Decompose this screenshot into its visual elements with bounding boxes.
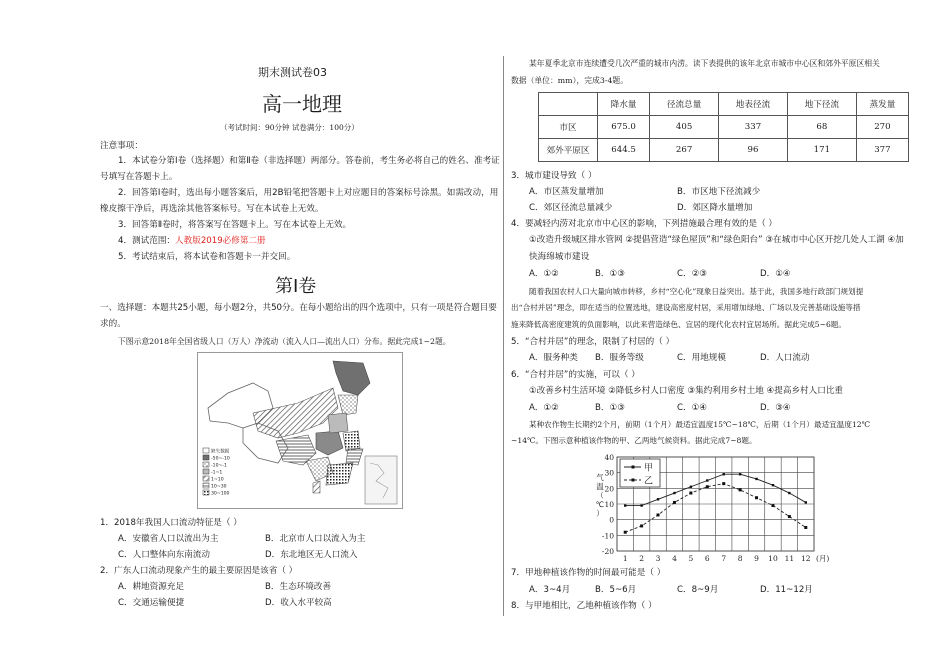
table-header-cell: 降水量 [598,93,650,116]
china-population-flow-map [197,352,403,509]
table-cell: 171 [787,139,856,162]
x-tick-label: 1 [622,554,628,563]
data-point [690,486,692,488]
question-7-option-a: A．3~4月 [529,585,571,595]
data-point [657,498,659,500]
question-2-stem: 2．广东人口流动现象产生的最主要原因是该省（ ） [100,566,298,576]
question-3-stem: 3．城市建设导致（ ） [511,171,597,181]
data-point [788,515,791,518]
question-4-option-d: D．①④ [760,269,791,279]
svg-text:-10~-1: -10~-1 [211,463,227,469]
map-intro: 下图示意2018年全国省级人口（万人）净流动（流入人口—流出人口）分布。据此完成1~2题。 [118,337,451,346]
data-point [723,473,725,475]
question-7-option-c: C．8~9月 [677,585,719,595]
data-point [706,485,709,488]
table-header-cell: 径流总量 [650,93,719,116]
y-axis-label: 温 [596,482,604,491]
y-tick-label: -20 [601,547,614,556]
notice-item-1-cont: 号填写在答题卡上。 [100,172,178,182]
notice-item-2-cont: 橡皮擦干净后，再选涂其他答案标号。写在本试卷上无效。 [100,204,324,214]
y-tick-label: 40 [604,453,614,462]
question-3-option-b: B．市区地下径流减少 [677,187,761,197]
y-tick-label: 10 [604,500,614,509]
question-1-option-d: D．东北地区无人口流入 [265,550,358,560]
question-3-option-c: C．郊区径流总量减少 [529,203,613,213]
exam-info: （考试时间：90分钟 试卷满分：100分） [220,123,359,132]
data-point [739,473,741,475]
table-row [539,139,909,162]
table-cell: 405 [650,116,719,139]
y-tick-label: -10 [601,531,614,541]
question-5-option-d: D．人口流动 [760,353,810,363]
question-1-option-c: C．人口整体向东南流动 [118,550,210,560]
question-3-option-a: A．市区蒸发量增加 [529,187,604,197]
x-tick-label: 9 [754,554,759,563]
table-cell: 68 [787,116,856,139]
question-3-option-d: D．郊区降水量增加 [677,203,753,213]
svg-text:缺失数据: 缺失数据 [211,449,230,455]
svg-text:10~30: 10~30 [211,484,227,490]
table-cell: 377 [856,139,908,162]
data-point [739,488,742,491]
temperature-line-chart [592,450,832,572]
question-6-stem: 6．“合村并居”的实施，可以（ ） [511,370,640,380]
rainfall-data-table [538,92,909,162]
subject-title: 高一地理 [262,92,342,116]
table-cell: 96 [719,139,788,162]
notice-item-4-label: 4．测试范围： [118,236,176,246]
passage-78: 某种农作物生长期约2个月，前期（1个月）最适宜温度15℃~18℃，后期（1个月）最适宜温度12℃ [529,420,871,429]
question-2-option-c: C．交通运输便捷 [118,598,185,608]
data-point [673,492,675,494]
table-cell: 675.0 [598,116,650,139]
column-divider [503,56,504,616]
x-tick-label: 2 [639,554,645,563]
table-cell: 270 [856,116,908,139]
passage-34-intro: 某年夏季北京市连续遭受几次严重的城市内涝。读下表提供的该年北京市城市中心区和郊外平原区相关 [529,59,880,68]
question-7-option-d: D．11~12月 [760,585,813,595]
data-point [788,492,790,494]
y-axis-label: ） [596,509,604,518]
passage-78-cont: ~14℃。下图示意种植该作物的甲、乙两地气候资料。据此完成7~8题。 [511,436,757,445]
question-7-option-b: B．5~6月 [595,585,637,595]
passage-56-cont-1: 出“合村并居”理念，即在适当的位置选地，建设高密度村居，采用增加绿地、广场以及完善基础设施等措 [511,303,861,312]
x-tick-label: 12 [801,554,811,563]
map-graphic [198,353,402,508]
question-6-option-c: C．①④ [677,403,708,413]
question-5-option-b: B．服务等级 [595,353,644,363]
x-tick-label: 7 [721,554,727,563]
question-6-option-a: A．①② [529,403,559,413]
y-axis-label: 气 [596,473,604,482]
svg-text:-1~1: -1~1 [211,470,223,476]
legend-label: 甲 [644,463,654,474]
question-6-option-d: D．③④ [760,403,791,413]
svg-text:1~10: 1~10 [211,477,224,483]
table-cell: 644.5 [598,139,650,162]
question-2-option-d: D．收入水平较高 [265,598,332,608]
question-8-stem: 8．与甲地相比，乙地种植该作物（ ） [511,601,657,611]
passage-56-cont-2: 施来降低高密度建筑的负面影响，以此来营造绿色、宜居的现代化农村宜居场所。据此完成5~6题。 [511,320,846,329]
chart-legend [620,459,660,487]
table-cell: 267 [650,139,719,162]
table-header-cell: 地表径流 [719,93,788,116]
table-header-cell: 蒸发量 [856,93,908,116]
legend-label: 乙 [644,476,654,487]
y-tick-label: 20 [604,484,614,494]
question-6-statements: ①改善乡村生活环境 ②降低乡村人口密度 ③集约利用乡村土地 ④提高乡村人口比重 [529,386,844,396]
question-1-option-b: B．北京市人口以流入为主 [265,534,366,544]
data-point [722,482,725,485]
notice-item-2: 2．回答第Ⅰ卷时，选出每小题答案后，用2B铅笔把答题卡上对应题目的答案标号涂黑。如需改动，用 [118,188,499,198]
table-cell: 郊外平原区 [539,139,598,162]
x-tick-label: 6 [704,554,710,563]
data-point [771,504,774,507]
table-header-row [539,93,909,116]
section-instructions: 一、选择题：本题共25小题，每小题2分，共50分。在每小题给出的四个选项中，只有一项是符合题目要 [100,303,497,313]
y-axis-label: （ [596,491,604,500]
passage-56: 随着我国农村人口大量向城市转移，乡村“空心化”现象日益突出。基于此，我国多地行政部门规划提 [529,287,864,296]
question-6-option-b: B．①③ [595,403,625,413]
question-5-option-c: C．用地规模 [677,353,726,363]
question-1-option-a: A．安徽省人口以流出为主 [118,534,219,544]
y-axis-label: ℃ [595,500,605,509]
data-point [804,526,807,529]
data-point [706,479,708,481]
section-instructions-cont: 求的。 [100,319,126,329]
notice-item-4 [118,235,266,247]
data-point [689,492,692,495]
question-2-option-b: B．生态环境改善 [265,582,332,592]
data-point [772,484,774,486]
table-header-cell: 地下径流 [787,93,856,116]
x-tick-label: 8 [737,554,743,563]
svg-text:-50~-10: -50~-10 [211,456,230,462]
question-4-option-b: B．①③ [595,269,625,279]
question-2-option-a: A．耕地资源充足 [118,582,185,592]
question-4-statements: ①改造升级城区排水管网 ②提倡营造“绿色屋顶”和“绿色阳台” ③在城市中心区开挖几处人工湖 ④加 [529,235,904,245]
question-4-option-c: C．②③ [677,269,708,279]
section-title: 第Ⅰ卷 [275,276,317,297]
passage-34-intro-cont: 数据（单位：mm），完成3-4题。 [511,76,629,85]
data-point [640,504,642,506]
data-point [657,513,660,516]
question-5-stem: 5．“合村并居”的理念，限制了村居的（ ） [511,337,675,347]
exam-label: 期末测试卷03 [258,66,327,79]
data-point [624,504,626,506]
data-point [805,501,807,503]
test-scope: 人教版2019必修第二册 [175,236,266,246]
table-row [539,116,909,139]
data-point [755,478,757,480]
notice-item-5: 5．考试结束后，将本试卷和答题卡一并交回。 [118,252,296,262]
question-7-stem: 7．甲地种植该作物的时间最可能是（ ） [511,568,666,578]
chart-graphic [592,450,832,568]
question-4-statements-cont: 快海绵城市建设 [529,252,590,262]
data-point [755,496,758,499]
question-5-option-a: A．服务种类 [529,353,578,363]
y-tick-label: 0 [609,515,614,525]
question-4-stem: 4．要减轻内涝对北京市中心区的影响，下列措施最合理有效的是（ ） [511,219,778,229]
x-tick-label: 11 [784,554,795,563]
notice-item-3: 3．回答第Ⅱ卷时，将答案写在答题卡上。写在本试卷上无效。 [118,220,352,230]
x-tick-label: 4 [672,554,677,563]
table-cell: 市区 [539,116,598,139]
data-point [640,524,643,527]
notice-heading: 注意事项： [100,141,143,151]
question-1-stem: 1．2018年我国人口流动特征是（ ） [100,518,242,528]
table-cell: 337 [719,116,788,139]
x-tick-label: 3 [655,554,661,563]
svg-text:30~100: 30~100 [211,491,230,497]
data-point [624,531,627,534]
x-tick-label: 5 [688,554,694,563]
question-4-option-a: A．①② [529,269,559,279]
x-tick-label: 10 [768,554,778,563]
y-tick-label: 30 [604,468,614,478]
table-header-cell [539,93,598,116]
notice-item-1: 1．本试卷分第Ⅰ卷（选择题）和第Ⅱ卷（非选择题）两部分。答卷前，考生务必将自己的姓名、准考证 [118,156,500,166]
data-point [673,501,676,504]
x-axis-label: (月) [816,554,830,563]
